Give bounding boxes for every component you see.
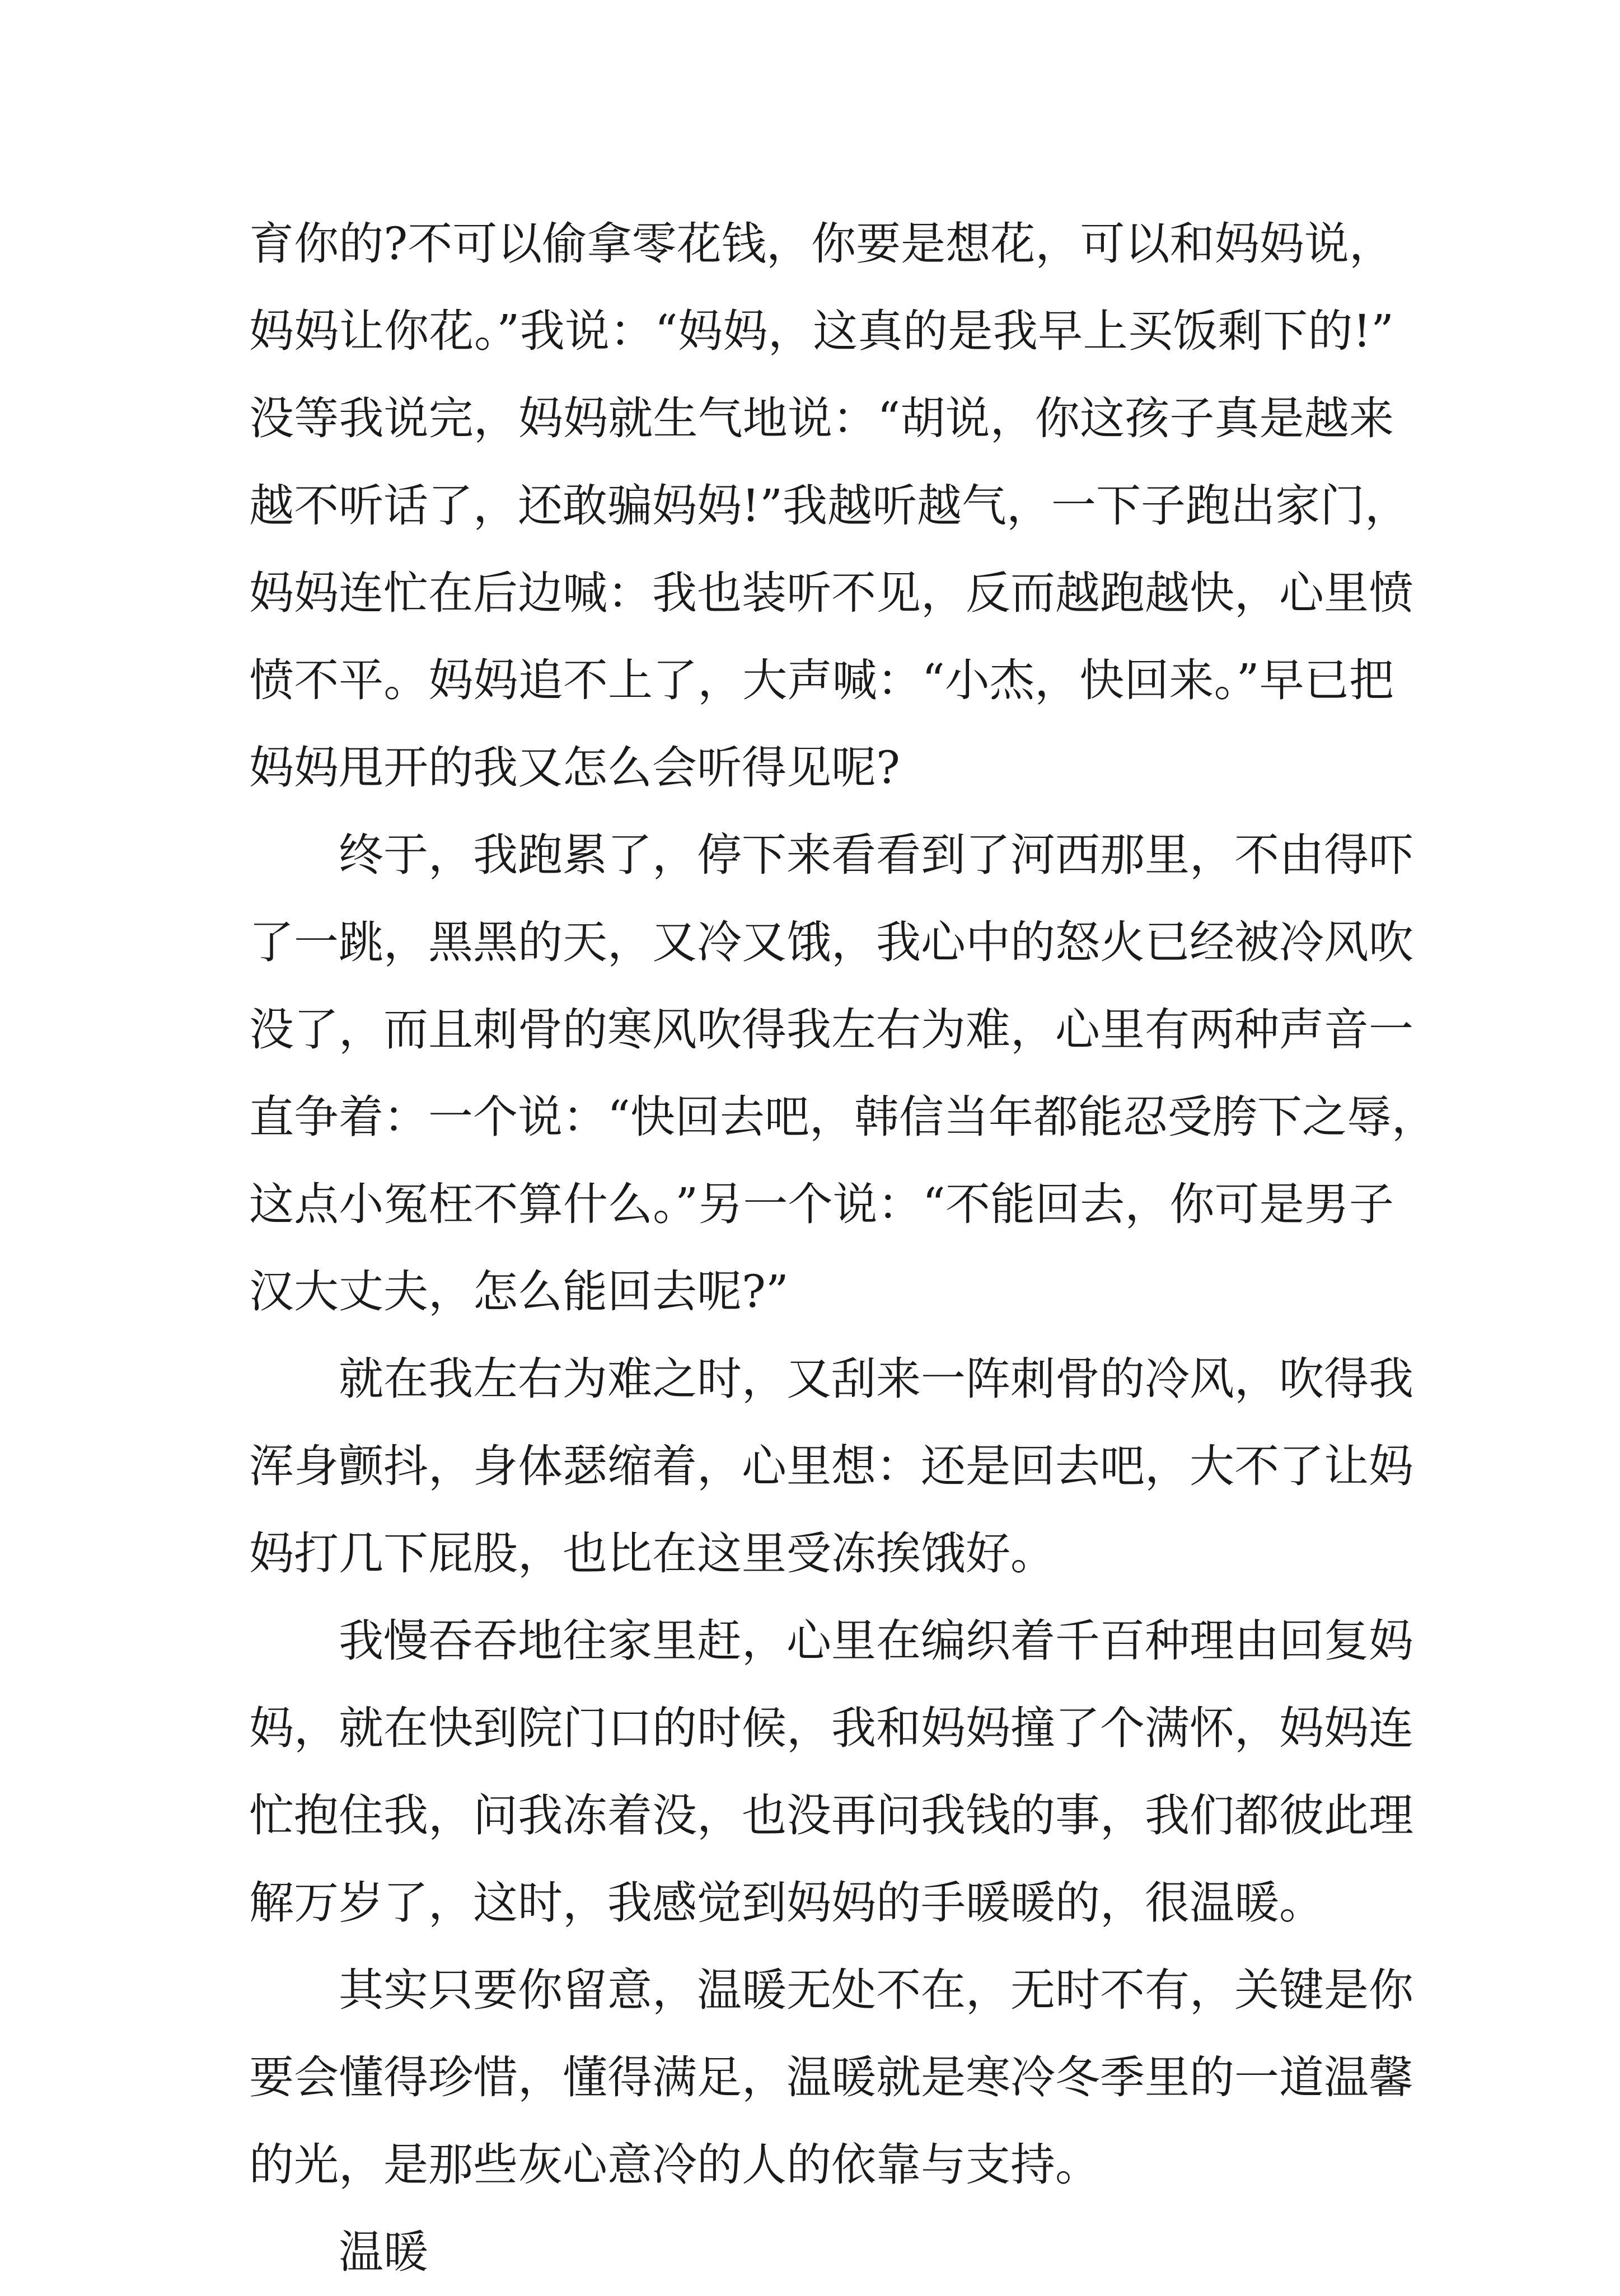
text-line: 汉大丈夫，怎么能回去呢?” [249,1266,789,1318]
text-line: 其实只要你留意，温暖无处不在，无时不有，关键是你 [339,1964,1413,2016]
text-line: 的光，是那些灰心意冷的人的依靠与支持。 [249,2139,1100,2191]
text-line: 就在我左右为难之时，又刮来一阵刺骨的冷风，吹得我 [339,1353,1413,1405]
text-line: 浑身颤抖，身体瑟缩着，心里想：还是回去吧，大不了让妈 [249,1440,1413,1492]
paragraph [249,1336,1413,1597]
paragraph [249,1947,1413,2209]
text-line: 解万岁了，这时，我感觉到妈妈的手暖暖的，很温暖。 [249,1877,1324,1929]
text-line: 妈妈让你花。”我说：“妈妈，这真的是我早上买饭剩下的!” [249,305,1394,357]
paragraph [249,812,1436,1336]
text-line: 妈妈甩开的我又怎么会听得见呢? [249,742,900,794]
document-body [249,200,1436,2296]
text-line: 育你的?不可以偷拿零花钱，你要是想花，可以和妈妈说， [249,218,1394,270]
text-line: 妈妈连忙在后边喊：我也装听不见，反而越跑越快，心里愤 [249,567,1413,619]
text-line: 没了，而且刺骨的寒风吹得我左右为难，心里有两种声音一 [249,1004,1413,1056]
paragraph [249,1597,1413,1947]
text-line: 温暖 [339,2226,428,2278]
text-line: 没等我说完，妈妈就生气地说：“胡说，你这孩子真是越来 [249,392,1394,444]
paragraph [249,200,1413,812]
text-line: 忙抱住我，问我冻着没，也没再问我钱的事，我们都彼此理 [249,1789,1413,1842]
text-line: 愤不平。妈妈追不上了，大声喊：“小杰，快回来。”早已把 [249,654,1394,706]
text-line: 要会懂得珍惜，懂得满足，温暖就是寒冷冬季里的一道温馨 [249,2051,1413,2103]
text-line: 妈，就在快到院门口的时候，我和妈妈撞了个满怀，妈妈连 [249,1702,1413,1754]
text-line: 这点小冤枉不算什么。”另一个说：“不能回去，你可是男子 [249,1178,1394,1230]
text-line: 了一跳，黑黑的天，又冷又饿，我心中的怒火已经被冷风吹 [249,916,1413,968]
text-line: 终于，我跑累了，停下来看看到了河西那里，不由得吓 [339,829,1413,881]
text-line: 我慢吞吞地往家里赶，心里在编织着千百种理由回复妈 [339,1615,1413,1667]
text-line: 越不听话了，还敢骗妈妈!”我越听越气，一下子跑出家门， [249,480,1410,532]
text-line: 直争着：一个说：“快回去吧，韩信当年都能忍受胯下之辱， [249,1091,1436,1143]
paragraph [249,2209,1394,2296]
text-line: 妈打几下屁股，也比在这里受冻挨饿好。 [249,1527,1055,1580]
